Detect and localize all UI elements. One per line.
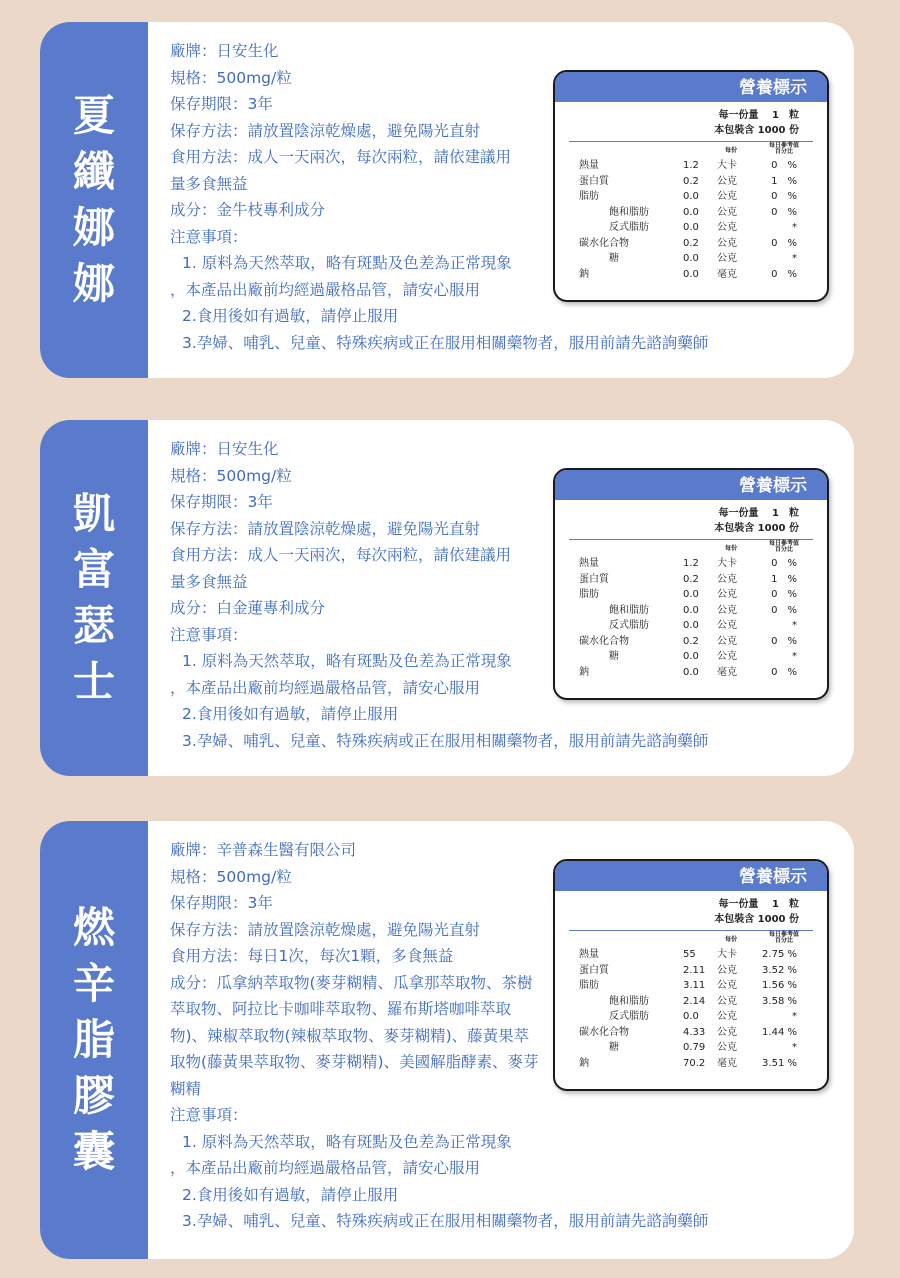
nutrient-pct: * [792,1011,797,1022]
note-3: 3.孕婦、哺乳、兒童、特殊疾病或正在服用相關藥物者，服用前請先諮詢藥師 [182,1212,709,1230]
notes-title: 注意事項： [170,1106,248,1124]
col-per-serving: 每份 [725,545,738,552]
product-card-2 [40,420,854,776]
brand-line: 廠牌：辛普森生醫有限公司 [170,841,357,859]
nutrient-pct: 1 % [771,175,797,187]
nutrient-label: 熱量 [579,558,599,569]
nutrient-value: 0.0 [683,651,699,662]
nutrient-pct: 1.56 % [762,980,797,991]
nutrition-row [579,665,797,681]
nutrient-label: 熱量 [579,160,599,171]
nutrient-value: 0.0 [683,191,699,202]
nutrient-label: 反式脂肪 [609,620,649,631]
col-daily-value: 每日參考值百分比 [768,540,799,553]
shelf-life-line: 保存期限：3年 [170,894,273,912]
note-3: 3.孕婦、哺乳、兒童、特殊疾病或正在服用相關藥物者，服用前請先諮詢藥師 [182,731,709,750]
nutrient-label: 鈉 [579,666,589,678]
nutrient-value: 0.0 [683,222,699,233]
nutrition-label [553,859,829,1091]
nutrient-unit: 大卡 [717,160,737,171]
nutrient-value: 0.2 [683,175,699,187]
nutrient-unit: 公克 [717,1026,737,1038]
nutrient-unit: 大卡 [717,558,737,569]
usage-line: 食用方法：成人一天兩次，每次兩粒，請依建議用 [170,148,512,166]
nutrient-pct: 0 % [771,206,797,218]
product-name-band [40,420,148,776]
storage-line: 保存方法：請放置陰涼乾燥處，避免陽光直射 [170,920,481,939]
nutrient-value: 0.79 [683,1042,706,1053]
nutrient-label: 蛋白質 [579,964,609,976]
nutrient-value: 0.0 [683,666,699,678]
shelf-life-line: 保存期限：3年 [170,95,273,113]
nutrition-row [579,618,797,634]
note-1-cont: ，本產品出廠前均經過嚴格品管，請安心服用 [170,280,481,299]
nutrient-label: 蛋白質 [579,573,609,585]
nutrient-pct: 2.75 % [762,949,797,960]
nutrient-label: 糖 [609,253,619,264]
nutrient-value: 0.0 [683,1011,699,1022]
storage-line: 保存方法：請放置陰涼乾燥處，避免陽光直射 [170,121,481,140]
nutrient-label: 脂肪 [579,589,599,600]
shelf-life-line: 保存期限：3年 [170,493,273,511]
serving-size: 每一份量 1 粒 [718,899,799,910]
nutrient-label: 反式脂肪 [609,1011,649,1022]
nutrition-label [553,70,829,302]
nutrition-row [579,634,797,650]
note-1-cont: ，本產品出廠前均經過嚴格品管，請安心服用 [170,1159,481,1177]
nutrient-label: 反式脂肪 [609,222,649,233]
nutrition-row [579,158,797,174]
nutrition-table [579,158,797,282]
nutrition-row [579,1056,797,1072]
nutrition-row [579,205,797,221]
nutrition-row [579,267,797,283]
nutrient-pct: 0 % [771,191,797,202]
product-name-band [40,821,148,1259]
nutrient-unit: 公克 [717,1011,737,1022]
nutrient-value: 0.2 [683,237,699,249]
nutrient-unit: 公克 [717,206,737,218]
product-card-3 [40,821,854,1259]
nutrient-unit: 公克 [717,573,737,585]
nutrient-label: 鈉 [579,268,589,280]
nutrition-row [579,587,797,603]
note-2: 2.食用後如有過敏，請停止服用 [182,307,399,325]
nutrition-title: 營養標示 [555,470,827,500]
nutrition-row [579,649,797,665]
nutrient-value: 0.0 [683,268,699,280]
nutrient-unit: 公克 [717,1042,737,1053]
nutrient-pct: 0 % [771,237,797,249]
nutrition-row [579,1009,797,1025]
usage-line-cont: 量多食無益 [170,572,248,591]
note-1: 1. 原料為天然萃取，略有斑點及色差為正常現象 [182,254,512,272]
col-per-serving: 每份 [725,936,738,943]
note-1: 1. 原料為天然萃取，略有斑點及色差為正常現象 [182,652,512,670]
nutrient-label: 碳水化合物 [579,1026,629,1038]
nutrient-unit: 公克 [717,651,737,662]
nutrient-value: 0.0 [683,253,699,264]
nutrient-value: 0.0 [683,604,699,616]
ingredients-line: 成分：瓜拿納萃取物(麥芽糊精、瓜拿那萃取物、茶樹萃取物、阿拉比卡咖啡萃取物、羅布斯塔咖啡萃取物)、辣椒萃取物(辣椒萃取物、麥芽糊精)、藤黃果萃取物(藤黃果萃取物、麥芽糊精)、美國解脂酵素、麥芽糊精 [170,973,539,1098]
nutrient-value: 0.0 [683,620,699,631]
nutrient-label: 飽和脂肪 [609,995,649,1007]
nutrition-row [579,994,797,1010]
nutrient-unit: 毫克 [717,268,737,280]
nutrition-row [579,189,797,205]
usage-line: 食用方法：每日1次，每次1顆，多食無益 [170,947,454,965]
nutrient-label: 糖 [609,1042,619,1053]
nutrient-unit: 公克 [717,222,737,233]
nutrient-label: 蛋白質 [579,175,609,187]
nutrient-pct: 0 % [771,160,797,171]
nutrient-pct: 3.52 % [762,964,797,976]
col-daily-value: 每日參考值百分比 [768,142,799,155]
spec-line: 規格：500mg/粒 [170,867,292,886]
nutrient-unit: 公克 [717,995,737,1007]
notes-title: 注意事項： [170,227,248,246]
nutrition-row [579,236,797,252]
nutrient-unit: 公克 [717,620,737,631]
spec-line: 規格：500mg/粒 [170,68,292,87]
brand-line: 廠牌：日安生化 [170,42,279,60]
nutrition-row [579,603,797,619]
nutrient-unit: 毫克 [717,666,737,678]
nutrient-pct: 1.44 % [762,1026,797,1038]
product-name: 凱富瑟士 [72,489,115,706]
nutrient-unit: 公克 [717,237,737,249]
nutrient-value: 4.33 [683,1026,706,1038]
nutrition-row [579,556,797,572]
nutrition-title: 營養標示 [555,861,827,891]
serving-size: 每一份量 1 粒 [718,110,799,121]
nutrient-pct: * [792,253,797,264]
nutrient-value: 0.2 [683,573,699,585]
nutrient-unit: 公克 [717,964,737,976]
nutrition-row [579,978,797,994]
nutrient-pct: 3.51 % [762,1057,797,1069]
nutrient-label: 飽和脂肪 [609,206,649,218]
nutrient-unit: 公克 [717,604,737,616]
nutrient-pct: 3.58 % [762,995,797,1007]
nutrition-table [579,947,797,1071]
column-headers [555,931,827,947]
col-per-serving: 每份 [725,147,738,154]
col-daily-value: 每日參考值百分比 [768,931,799,944]
nutrient-label: 糖 [609,651,619,662]
nutrient-unit: 公克 [717,589,737,600]
product-card-1 [40,22,854,378]
nutrition-row [579,220,797,236]
nutrient-pct: 0 % [771,268,797,280]
nutrient-unit: 公克 [717,635,737,647]
storage-line: 保存方法：請放置陰涼乾燥處，避免陽光直射 [170,519,481,538]
nutrient-unit: 大卡 [717,949,737,960]
nutrition-row [579,1025,797,1041]
nutrient-pct: * [792,620,797,631]
note-3: 3.孕婦、哺乳、兒童、特殊疾病或正在服用相關藥物者，服用前請先諮詢藥師 [182,333,709,352]
nutrient-pct: 0 % [771,666,797,678]
nutrient-value: 2.11 [683,964,706,976]
nutrient-label: 碳水化合物 [579,635,629,647]
product-name-band [40,22,148,378]
servings-per-pack: 本包裝含 1000 份 [714,523,799,534]
nutrient-value: 0.2 [683,635,699,647]
spec-line: 規格：500mg/粒 [170,466,292,485]
nutrient-pct: 0 % [771,558,797,569]
nutrient-value: 70.2 [683,1057,706,1069]
nutrient-unit: 公克 [717,980,737,991]
nutrient-label: 脂肪 [579,191,599,202]
ingredients-line: 成分：白金蓮專利成分 [170,599,326,617]
ingredients-line: 成分：金牛枝專利成分 [170,201,326,219]
notes-title: 注意事項： [170,625,248,644]
serving-size: 每一份量 1 粒 [718,508,799,519]
product-name: 夏纖娜娜 [72,91,115,308]
nutrient-label: 飽和脂肪 [609,604,649,616]
note-1-cont: ，本產品出廠前均經過嚴格品管，請安心服用 [170,678,481,697]
note-2: 2.食用後如有過敏，請停止服用 [182,705,399,723]
nutrient-pct: 0 % [771,589,797,600]
nutrient-pct: * [792,222,797,233]
nutrient-value: 3.11 [683,980,706,991]
nutrient-value: 1.2 [683,160,699,171]
nutrition-row [579,1040,797,1056]
nutrient-value: 0.0 [683,589,699,600]
column-headers [555,142,827,158]
note-1: 1. 原料為天然萃取，略有斑點及色差為正常現象 [182,1132,512,1151]
nutrient-pct: 1 % [771,573,797,585]
nutrient-unit: 公克 [717,191,737,202]
nutrient-unit: 公克 [717,175,737,187]
nutrient-value: 1.2 [683,558,699,569]
nutrient-label: 脂肪 [579,980,599,991]
nutrient-label: 鈉 [579,1057,589,1069]
nutrition-row [579,947,797,963]
nutrient-pct: 0 % [771,604,797,616]
note-2: 2.食用後如有過敏，請停止服用 [182,1185,399,1204]
brand-line: 廠牌：日安生化 [170,440,279,458]
nutrient-value: 55 [683,949,696,960]
product-name: 燃辛脂膠囊 [72,903,115,1176]
nutrient-unit: 公克 [717,253,737,264]
nutrition-label [553,468,829,700]
nutrient-value: 0.0 [683,206,699,218]
servings-per-pack: 本包裝含 1000 份 [714,914,799,925]
nutrient-unit: 毫克 [717,1057,737,1069]
usage-line: 食用方法：成人一天兩次，每次兩粒，請依建議用 [170,546,512,564]
column-headers [555,540,827,556]
nutrient-label: 碳水化合物 [579,237,629,249]
servings-per-pack: 本包裝含 1000 份 [714,125,799,136]
nutrient-pct: 0 % [771,635,797,647]
nutrition-row [579,174,797,190]
nutrient-label: 熱量 [579,949,599,960]
nutrition-row [579,251,797,267]
nutrient-value: 2.14 [683,995,706,1007]
nutrition-row [579,572,797,588]
nutrient-pct: * [792,651,797,662]
nutrition-title: 營養標示 [555,72,827,102]
usage-line-cont: 量多食無益 [170,174,248,193]
nutrition-table [579,556,797,680]
nutrition-row [579,963,797,979]
nutrient-pct: * [792,1042,797,1053]
